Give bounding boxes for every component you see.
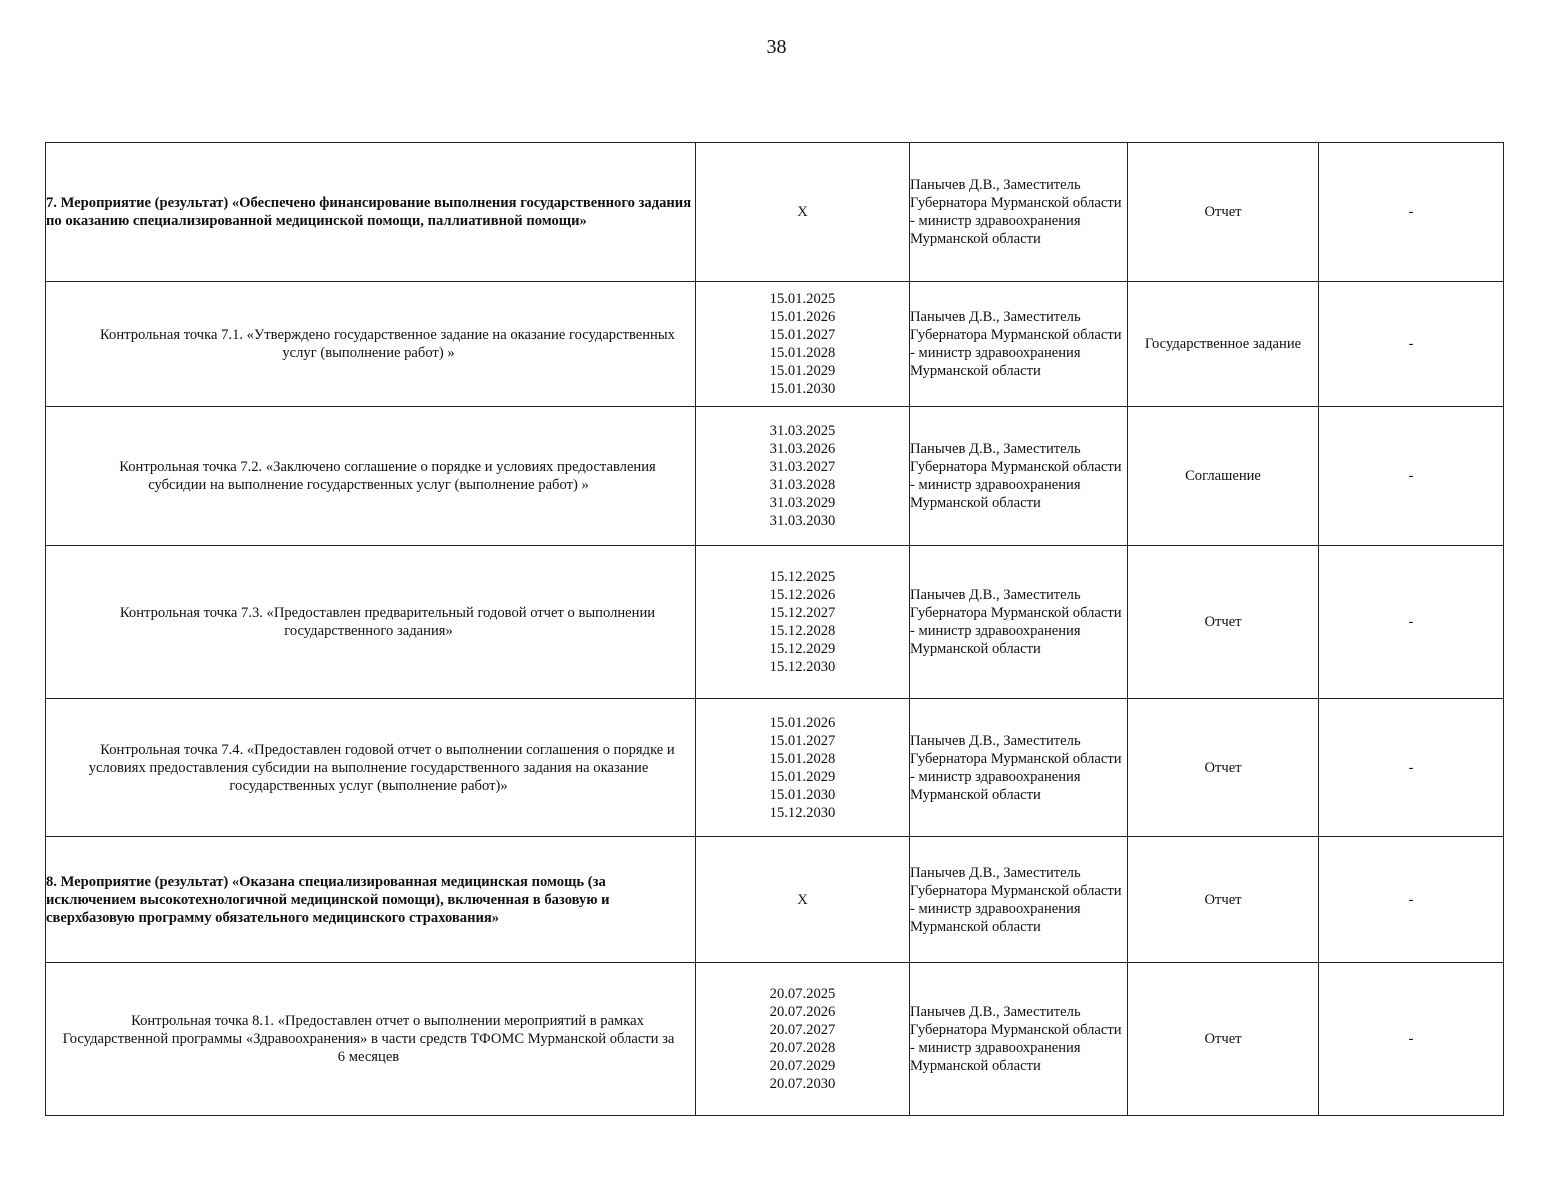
deadline-date: 15.01.2025 (769, 291, 836, 307)
responsible-person: Панычев Д.В., Заместитель Губернатора Мурманской области - министр здравоохранения Мурманской области (910, 143, 1128, 282)
confirming-document: Государственное задание (1128, 282, 1319, 407)
info-system-note: - (1319, 546, 1504, 699)
deadline-date: X (797, 204, 808, 220)
deadline-date: 31.03.2028 (769, 477, 836, 493)
event-row (46, 837, 1504, 963)
deadline-date: 15.12.2027 (769, 605, 836, 621)
info-system-note: - (1319, 963, 1504, 1116)
deadline-date: 15.01.2029 (769, 363, 836, 379)
responsible-person: Панычев Д.В., Заместитель Губернатора Мурманской области - министр здравоохранения Мурманской области (910, 282, 1128, 407)
confirming-document: Соглашение (1128, 407, 1319, 546)
deadline-dates (696, 143, 910, 282)
checkpoints-table (45, 142, 1504, 1116)
deadline-dates (696, 407, 910, 546)
deadline-date: X (797, 891, 808, 908)
checkpoint-title (46, 546, 696, 699)
confirming-document: Отчет (1128, 143, 1319, 282)
deadline-date: 15.01.2027 (769, 732, 836, 749)
deadline-date: 15.01.2026 (769, 309, 836, 325)
event-row (46, 143, 1504, 282)
deadline-date: 20.07.2028 (769, 1040, 836, 1056)
responsible-person: Панычев Д.В., Заместитель Губернатора Мурманской области - министр здравоохранения Мурманской области (910, 699, 1128, 837)
title-text: 8. Мероприятие (результат) «Оказана специализированная медицинская помощь (за исключением высокотехнологичной медицинской помощи), включенная в базовую и сверхбазовую программу обязательного медицинского страхования» (46, 873, 610, 926)
deadline-date: 31.03.2026 (769, 441, 836, 457)
checkpoint-row (46, 407, 1504, 546)
responsible-person: Панычев Д.В., Заместитель Губернатора Мурманской области - министр здравоохранения Мурманской области (910, 963, 1128, 1116)
responsible-person: Панычев Д.В., Заместитель Губернатора Мурманской области - министр здравоохранения Мурманской области (910, 407, 1128, 546)
deadline-date: 20.07.2030 (769, 1076, 836, 1092)
info-system-note: - (1319, 407, 1504, 546)
confirming-document: Отчет (1128, 546, 1319, 699)
title-text: Контрольная точка 8.1. «Предоставлен отчет о выполнении мероприятий в рамках Государственной программы «Здравоохранения» в части средств ТФОМС Мурманской области за 6 месяцев (62, 1013, 675, 1065)
deadline-date: 31.03.2029 (769, 495, 836, 511)
confirming-document: Отчет (1128, 963, 1319, 1116)
deadline-date: 15.01.2028 (769, 750, 836, 767)
info-system-note: - (1319, 282, 1504, 407)
title-text: 7. Мероприятие (результат) «Обеспечено финансирование выполнения государственного задания по оказанию специализированной медицинской помощи, паллиативной помощи» (46, 195, 692, 229)
title-text: Контрольная точка 7.1. «Утверждено государственное задание на оказание государственных услуг (выполнение работ) » (100, 327, 675, 361)
title-text: Контрольная точка 7.3. «Предоставлен предварительный годовой отчет о выполнении государственного задания» (119, 605, 656, 639)
deadline-dates (696, 699, 910, 837)
checkpoint-title (46, 699, 696, 837)
confirming-document: Отчет (1128, 837, 1319, 963)
title-text: Контрольная точка 7.4. «Предоставлен годовой отчет о выполнении соглашения о порядке и условиях предоставления субсидии на выполнение государственного задания на оказание государственных услуг (выполнение работ)» (88, 741, 675, 794)
deadline-date: 15.12.2025 (769, 569, 836, 585)
event-title (46, 143, 696, 282)
deadline-date: 15.12.2028 (769, 623, 836, 639)
checkpoint-title (46, 407, 696, 546)
deadline-date: 31.03.2030 (769, 513, 836, 529)
deadline-date: 15.01.2027 (769, 327, 836, 343)
info-system-note: - (1319, 143, 1504, 282)
deadline-dates (696, 546, 910, 699)
deadline-date: 15.12.2030 (769, 804, 836, 821)
responsible-person: Панычев Д.В., Заместитель Губернатора Мурманской области - министр здравоохранения Мурманской области (910, 837, 1128, 963)
checkpoint-row (46, 963, 1504, 1116)
checkpoint-title (46, 282, 696, 407)
title-text: Контрольная точка 7.2. «Заключено соглашение о порядке и условиях предоставления субсидии на выполнение государственных услуг (выполнение работ) » (119, 459, 656, 493)
table-body (46, 143, 1504, 1116)
deadline-date: 20.07.2027 (769, 1022, 836, 1038)
info-system-note: - (1319, 699, 1504, 837)
responsible-person: Панычев Д.В., Заместитель Губернатора Мурманской области - министр здравоохранения Мурманской области (910, 546, 1128, 699)
checkpoint-row (46, 546, 1504, 699)
checkpoint-row (46, 282, 1504, 407)
deadline-date: 15.12.2029 (769, 641, 836, 657)
deadline-dates (696, 963, 910, 1116)
deadline-date: 20.07.2029 (769, 1058, 836, 1074)
deadline-date: 20.07.2026 (769, 1004, 836, 1020)
deadline-date: 15.01.2030 (769, 381, 836, 397)
info-system-note: - (1319, 837, 1504, 963)
checkpoint-row (46, 699, 1504, 837)
deadline-date: 15.12.2030 (769, 659, 836, 675)
deadline-date: 20.07.2025 (769, 986, 836, 1002)
event-title (46, 837, 696, 963)
deadline-dates (696, 282, 910, 407)
deadline-date: 31.03.2027 (769, 459, 836, 475)
deadline-date: 15.12.2026 (769, 587, 836, 603)
checkpoint-title (46, 963, 696, 1116)
deadline-date: 15.01.2028 (769, 345, 836, 361)
deadline-dates (696, 837, 910, 963)
deadline-date: 15.01.2029 (769, 768, 836, 785)
deadline-date: 15.01.2030 (769, 786, 836, 803)
page-number: 38 (766, 36, 787, 58)
confirming-document: Отчет (1128, 699, 1319, 837)
deadline-date: 15.01.2026 (769, 714, 836, 731)
deadline-date: 31.03.2025 (769, 423, 836, 439)
